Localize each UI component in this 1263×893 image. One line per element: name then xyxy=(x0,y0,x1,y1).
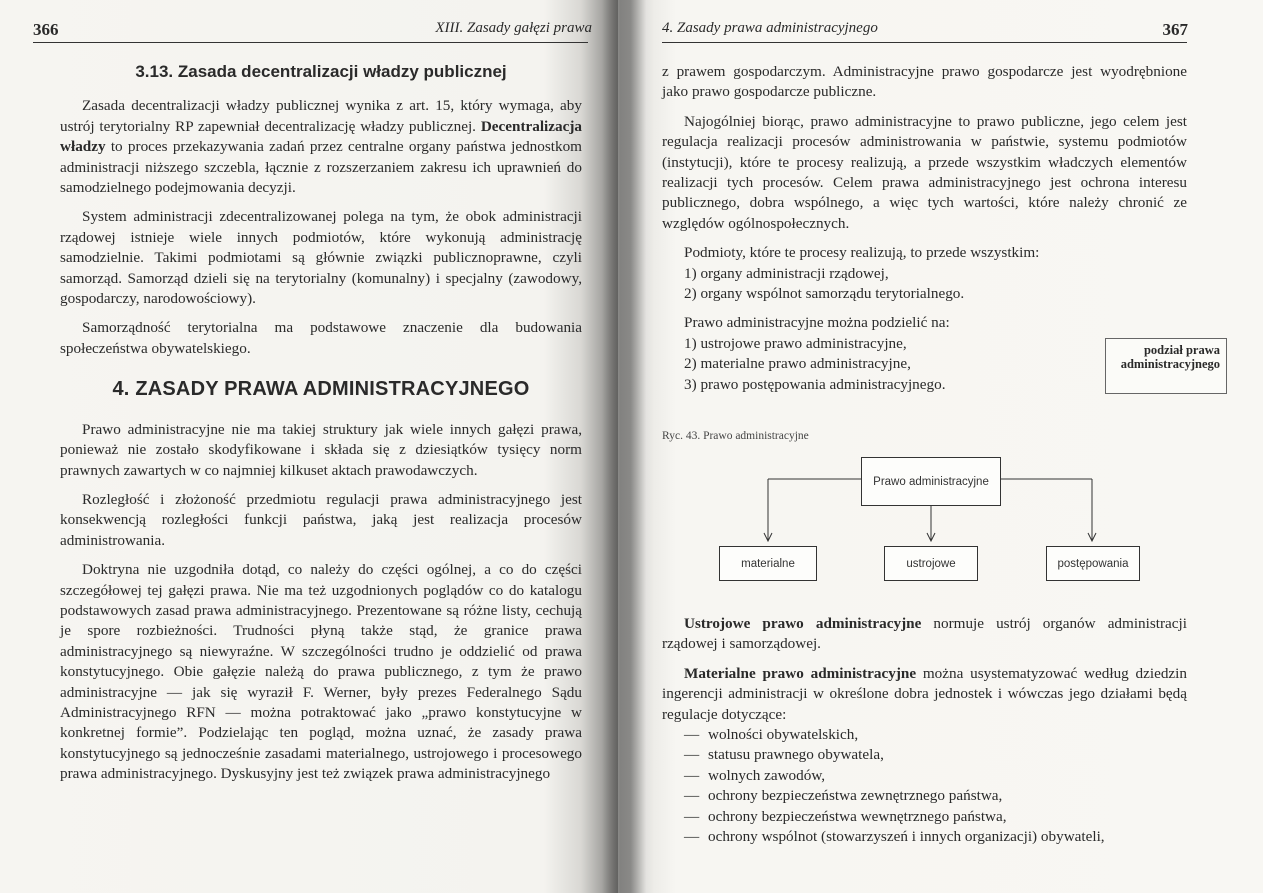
margin-note: podział prawa administracyjnego xyxy=(1105,338,1227,394)
left-text-column xyxy=(60,62,582,785)
list-item: — ochrony bezpieczeństwa zewnętrznego państwa, xyxy=(684,786,1187,806)
list-item: — wolności obywatelskich, xyxy=(684,725,1187,745)
list-item: — ochrony bezpieczeństwa wewnętrznego państwa, xyxy=(684,807,1187,827)
list-item: 3) prawo postępowania administracyjnego. xyxy=(684,375,946,393)
list-item: — ochrony wspólnot (stowarzyszeń i innych organizacji) obywateli, xyxy=(684,827,1187,847)
paragraph: Rozległość i złożoność przedmiotu regulacji prawa administracyjnego jest konsekwencją rozległości funkcji państwa, jaką jest realizacja procesów administrowania. xyxy=(60,490,582,549)
list-item: 1) ustrojowe prawo administracyjne, xyxy=(684,334,907,352)
diagram-child-materialne: materialne xyxy=(719,546,817,581)
left-page-number: 366 xyxy=(33,20,59,39)
list-intro: Prawo administracyjne można podzielić na: xyxy=(684,314,950,332)
p3-text: normuje ustrój organów administracji rządowej i samorządowej. xyxy=(662,615,1187,653)
left-header-rule xyxy=(33,42,588,43)
left-page xyxy=(0,0,618,893)
right-page-number: 367 xyxy=(1162,20,1188,39)
book-gutter-shadow xyxy=(602,0,654,893)
paragraph: Najogólniej biorąc, prawo administracyjne to prawo publiczne, jego celem jest regulacja realizacji procesów administrowania w państwie, systemu podmiotów (instytucji), które te procesy realizują, a przede wszystkim władczych elementów realizacji tych procesów. Celem prawa administracyjnego jest ochrona interesu publicznego, dobra wspólnego, a więc tych wartości, które należy chronić ze względów ogólnospołecznych. xyxy=(662,112,1187,232)
right-page xyxy=(618,0,1263,893)
left-running-header: XIII. Zasady gałęzi prawa xyxy=(435,20,592,36)
list-intro: Podmioty, które te procesy realizują, to przede wszystkim: xyxy=(684,244,1040,262)
paragraph: z prawem gospodarczym. Administracyjne prawo gospodarcze jest wyodrębnione jako prawo gospodarcze publiczne. xyxy=(662,63,1187,101)
p1-text-after: to proces przekazywania zadań przez centralne organy państwa jednostkom administracji niższego szczebla, łącznie z rozszerzaniem zakresu ich uprawnień do samodzielnego podejmowania decyzji. xyxy=(60,138,582,197)
bold-term: Ustrojowe prawo administracyjne xyxy=(684,615,922,632)
regulations-list xyxy=(662,725,1187,847)
list-item: 2) materialne prawo administracyjne, xyxy=(684,355,911,373)
paragraph xyxy=(60,96,582,198)
paragraph: Samorządność terytorialna ma podstawowe znaczenie dla budowania społeczeństwa obywatelskiego. xyxy=(60,319,582,357)
list-item: — wolnych zawodów, xyxy=(684,766,1187,786)
paragraph: Doktryna nie uzgodniła dotąd, co należy do części ogólnej, a co do części szczegółowej tej gałęzi prawa. Nie ma też uzgodnionych poglądów co do katalogu podstawowych zasad prawa administracyjnego. Prezentowane są różne listy, cechują je spore rozbieżności. Trudności płyną także stąd, że granice prawa administracyjnego są niewyraźne. W szczególności trudno je oddzielić od prawa konstytucyjnego. Obie gałęzie należą do prawa publicznego, z tym że prawo administracyjne — jak się wyraził F. Werner, były prezes Federalnego Sądu Administracyjnego RFN — można potraktować jako „prawo konstytucyjne w konkretnej formie”. Podzielając ten pogląd, można uznać, że zasady prawa konstytucyjnego są jednocześnie zasadami materialnego, ustrojowego i procesowego prawa administracyjnego. Dyskusyjny jest też związek prawa administracyjnego xyxy=(60,561,582,783)
section-title: 3.13. Zasada decentralizacji władzy publicznej xyxy=(135,62,507,81)
diagram-child-postepowania: postępowania xyxy=(1046,546,1140,581)
paragraph: Prawo administracyjne nie ma takiej struktury jak wiele innych gałęzi prawa, ponieważ nie zostało skodyfikowane i składa się z dziesiątków tysięcy norm prawnych zawartych w co najmniej kilkuset aktach prawodawczych. xyxy=(60,420,582,479)
right-running-header: 4. Zasady prawa administracyjnego xyxy=(662,20,878,36)
paragraph xyxy=(662,614,1187,655)
list-item: 1) organy administracji rządowej, xyxy=(684,264,889,282)
right-text-column-lower xyxy=(662,614,1187,847)
paragraph: System administracji zdecentralizowanej polega na tym, że obok administracji rządowej istnieje wiele innych podmiotów, które wykonują administrację samodzielnie. Takimi podmiotami są głównie związki publicznoprawne, czyli samorząd. Samorząd dzieli się na terytorialny (komunalny) i specjalny (zawodowy, gospodarczy, narodowościowy). xyxy=(60,208,582,308)
list-item: 2) organy wspólnot samorządu terytorialnego. xyxy=(684,285,965,303)
diagram-child-ustrojowe: ustrojowe xyxy=(884,546,978,581)
p1-text: Zasada decentralizacji władzy publicznej wynika z art. 15, który wymaga, aby ustrój terytorialny RP zapewniał decentralizację władzy publicznej. xyxy=(60,97,582,135)
list-item: — statusu prawnego obywatela, xyxy=(684,745,1187,765)
chapter-title: 4. ZASADY PRAWA ADMINISTRACYJNEGO xyxy=(112,378,530,401)
p4-text: można usystematyzować według dziedzin ingerencji administracji w określone dobra jednostek i wówczas jego działami będą regulacje dotyczące: xyxy=(662,664,1187,723)
figure-caption: Ryc. 43. Prawo administracyjne xyxy=(662,430,809,442)
paragraph xyxy=(662,664,1187,725)
bold-term: Materialne prawo administracyjne xyxy=(684,664,917,682)
bold-term: Decentralizacja władzy xyxy=(60,117,583,156)
diagram-root-box: Prawo administracyjne xyxy=(861,457,1001,506)
